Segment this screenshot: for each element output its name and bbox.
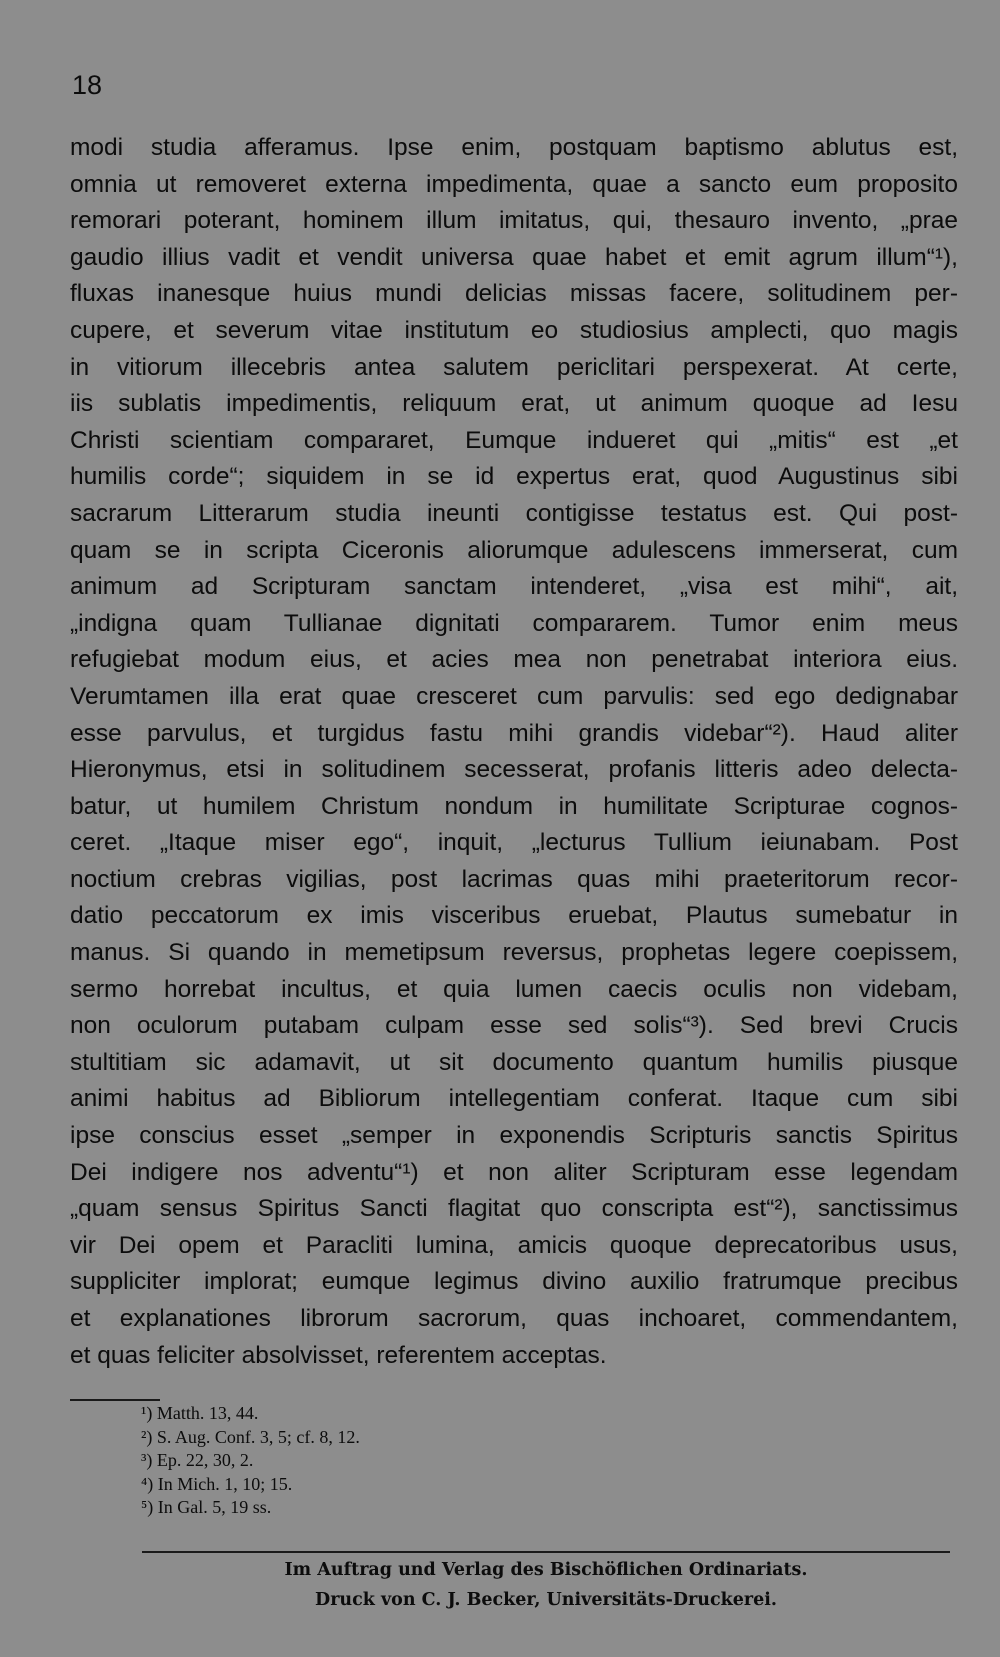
footnote: ¹) Matth. 13, 44. (141, 1403, 259, 1423)
body-line: sacrarum Litterarum studia ineunti contigisse testatus est. Qui post- (70, 499, 958, 527)
body-line: cupere, et severum vitae institutum eo studiosius amplecti, quo magis (70, 316, 958, 344)
body-line: quam se in scripta Ciceronis aliorumque adulescens immerserat, cum (70, 536, 958, 564)
body-line: manus. Si quando in memetipsum reversus, prophetas legere coepissem, (70, 939, 958, 967)
body-line: omnia ut removeret externa impedimenta, quae a sancto eum proposito (70, 170, 958, 198)
footnote: ³) Ep. 22, 30, 2. (141, 1450, 254, 1470)
body-line: noctium crebras vigilias, post lacrimas quas mihi praeteritorum recor- (70, 865, 958, 893)
body-line: „quam sensus Spiritus Sancti flagitat quo conscripta est“²), sanctissimus (70, 1195, 958, 1223)
body-line: batur, ut humilem Christum nondum in humilitate Scripturae cognos- (70, 792, 958, 820)
colophon-printer: Druck von C. J. Becker, Universitäts-Druckerei. (315, 1590, 777, 1610)
body-line: modi studia afferamus. Ipse enim, postquam baptismo ablutus est, (70, 134, 958, 161)
body-line: remorari poterant, hominem illum imitatus, qui, thesauro invento, „prae (70, 207, 958, 235)
body-line: et quas feliciter absolvisset, referentem acceptas. (70, 1341, 607, 1369)
body-line: in vitiorum illecebris antea salutem periclitari perspexerat. At certe, (70, 353, 958, 381)
body-line: ipse conscius esset „semper in exponendis Scripturis sanctis Spiritus (70, 1122, 958, 1150)
body-line: et explanationes librorum sacrorum, quas inchoaret, commendantem, (70, 1305, 958, 1332)
footnotes (141, 1402, 360, 1520)
body-line: „indigna quam Tullianae dignitati compararem. Tumor enim meus (70, 609, 958, 637)
body-line: Dei indigere nos adventu“¹) et non aliter Scripturam esse legendam (70, 1158, 958, 1186)
body-line: vir Dei opem et Paracliti lumina, amicis quoque deprecatoribus usus, (70, 1231, 958, 1259)
body-line: animum ad Scripturam sanctam intenderet, „visa est mihi“, ait, (70, 573, 958, 601)
body-line: Verumtamen illa erat quae cresceret cum parvulis: sed ego dedignabar (70, 682, 958, 710)
body-line: ceret. „Itaque miser ego“, inquit, „lecturus Tullium ieiunabam. Post (70, 829, 958, 857)
colophon-divider (142, 1551, 950, 1553)
footnote: ⁵) In Gal. 5, 19 ss. (141, 1497, 272, 1517)
colophon (142, 1555, 950, 1615)
body-line: datio peccatorum ex imis visceribus eruebat, Plautus sumebatur in (70, 902, 958, 930)
page-number: 18 (72, 70, 103, 100)
body-line: Christi scientiam compararet, Eumque indueret qui „mitis“ est „et (70, 426, 958, 454)
body-line: sermo horrebat incultus, et quia lumen caecis oculis non videbam, (70, 975, 958, 1003)
body-line: humilis corde“; siquidem in se id expertus erat, quod Augustinus sibi (70, 463, 958, 491)
body-line: suppliciter implorat; eumque legimus divino auxilio fratrumque precibus (70, 1268, 958, 1296)
body-line: iis sublatis impedimentis, reliquum erat, ut animum quoque ad Iesu (70, 390, 958, 418)
body-line: Hieronymus, etsi in solitudinem secesserat, profanis litteris adeo delecta- (70, 756, 958, 784)
body-line: animi habitus ad Bibliorum intellegentiam conferat. Itaque cum sibi (70, 1085, 958, 1113)
body-line: fluxas inanesque huius mundi delicias missas facere, solitudinem per- (70, 280, 958, 308)
footnote: ²) S. Aug. Conf. 3, 5; cf. 8, 12. (141, 1426, 360, 1447)
body-line: refugiebat modum eius, et acies mea non penetrabat interiora eius. (70, 646, 958, 674)
colophon-publisher: Im Auftrag und Verlag des Bischöflichen Ordinariats. (284, 1560, 808, 1580)
body-text (70, 130, 958, 1374)
body-line: gaudio illius vadit et vendit universa quae habet et emit agrum illum“¹), (70, 243, 958, 271)
footnote-divider (70, 1399, 160, 1401)
body-line: esse parvulus, et turgidus fastu mihi grandis videbar“²). Haud aliter (70, 719, 958, 747)
footnote: ⁴) In Mich. 1, 10; 15. (141, 1473, 293, 1494)
body-line: stultitiam sic adamavit, ut sit documento quantum humilis piusque (70, 1048, 958, 1076)
body-line: non oculorum putabam culpam esse sed solis“³). Sed brevi Crucis (70, 1012, 958, 1040)
